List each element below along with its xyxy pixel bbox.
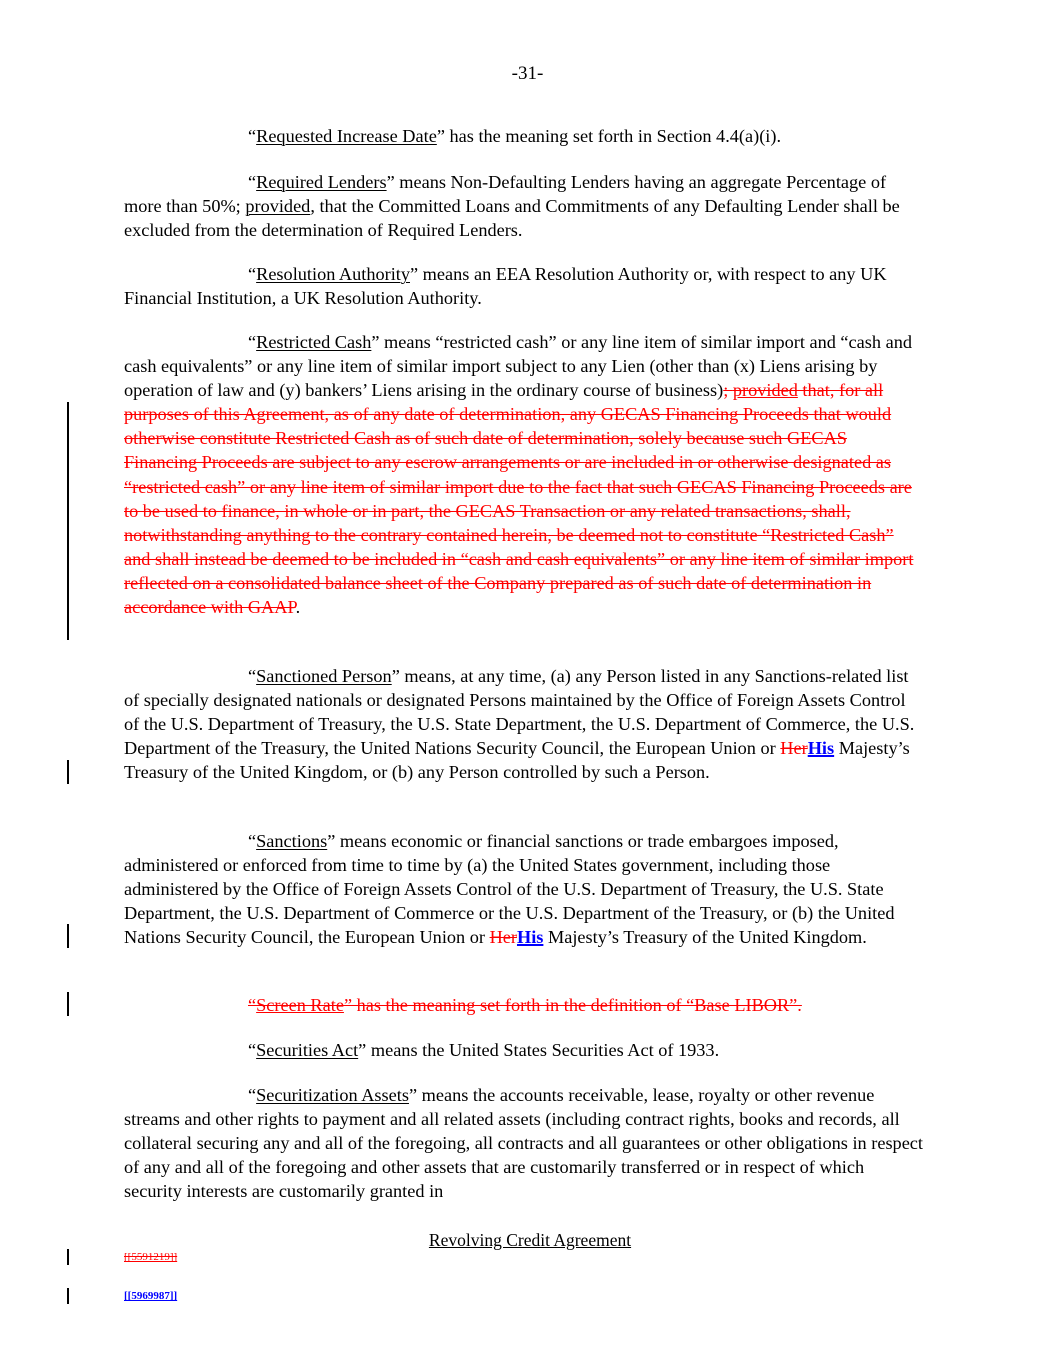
provided-term: provided: [245, 196, 311, 217]
footer-title: [0, 1230, 1055, 1251]
footer-title-text: Revolving Credit Agreement: [428, 1230, 632, 1250]
doc-id-inserted: [[5969987]]: [124, 1290, 178, 1302]
inserted-word: His: [516, 927, 544, 948]
defined-term: Restricted Cash: [256, 332, 372, 352]
open-quote: “: [248, 1085, 257, 1105]
open-quote: “: [248, 666, 257, 686]
defined-term: Securities Act: [256, 1040, 359, 1060]
change-bar: [67, 760, 69, 784]
defined-term: Securitization Assets: [256, 1085, 409, 1105]
definition-text: ” means an EEA Resolution Authority or, with respect to any UK Financial Institution, a UK Resolution Authority.: [124, 264, 887, 309]
change-bar: [67, 402, 69, 640]
definition-text: ” means the United States Securities Act of 1933.: [358, 1040, 720, 1060]
open-quote: “: [248, 995, 257, 1015]
open-quote: “: [248, 332, 257, 352]
deleted-word: Her: [489, 927, 517, 948]
change-bar: [67, 1288, 69, 1304]
definition-sanctioned-person: [124, 664, 924, 784]
open-quote: “: [248, 126, 257, 146]
open-quote: “: [248, 172, 257, 192]
deleted-prefix: ;: [723, 380, 733, 401]
open-quote: “: [248, 264, 257, 284]
change-bar: [67, 924, 69, 948]
definition-text: ” means Non-Defaulting Lenders having an aggregate Percentage of more than 50%;: [124, 172, 887, 217]
page-number: -31-: [511, 63, 544, 84]
definition-text: ” means “restricted cash” or any line item of similar import and “cash and cash equivalents” or any line item of similar import subject to any Lien (other than (x) Liens arising by operation of law and (y) bankers’ Liens arising in the ordinary course of business): [124, 332, 912, 401]
definition-text: Majesty’s Treasury of the United Kingdom.: [543, 927, 867, 948]
definition-text: Majesty’s Treasury of the United Kingdom, or (b) any Person controlled by such a Person.: [124, 738, 910, 783]
defined-term: Sanctioned Person: [256, 666, 392, 686]
change-bar: [67, 1249, 69, 1265]
defined-term: Required Lenders: [256, 172, 387, 192]
deleted-provided: provided: [732, 380, 798, 401]
definition-securities-act: [124, 1038, 924, 1062]
deleted-definition: [248, 995, 802, 1015]
definition-text: ” means economic or financial sanctions or trade embargoes imposed, administered or enforced from time to time by (a) the United States government, including those administered by the Office of Foreign Assets Control of the U.S. Department of Treasury, the U.S. State Department, the U.S. Department of Commerce or the U.S. Department of the Treasury, or (b) the United Nations Security Council, the European Union or: [124, 831, 895, 948]
definition-requested-increase-date: [124, 124, 924, 148]
definition-securitization-assets: [124, 1083, 924, 1203]
deleted-definition-text: ” has the meaning set forth in the definition of “Base LIBOR”.: [343, 995, 802, 1015]
definition-screen-rate-deleted: [124, 993, 924, 1017]
defined-term: Requested Increase Date: [256, 126, 437, 146]
defined-term: Resolution Authority: [256, 264, 410, 284]
definition-text: ” has the meaning set forth in Section 4.4(a)(i).: [436, 126, 782, 146]
definition-resolution-authority: [124, 262, 924, 310]
change-bar: [67, 992, 69, 1016]
period: .: [295, 597, 301, 618]
inserted-word: His: [807, 738, 835, 759]
doc-id-deleted: [[5591219]]: [124, 1251, 178, 1263]
deleted-text: [124, 380, 913, 617]
defined-term: Sanctions: [256, 831, 328, 851]
deleted-word: Her: [780, 738, 808, 759]
definition-text: , that the Committed Loans and Commitments of any Defaulting Lender shall be excluded from the determination of Required Lenders.: [124, 196, 900, 241]
definition-restricted-cash: [124, 330, 924, 619]
definition-text: ” means the accounts receivable, lease, royalty or other revenue streams and other rights to payment and all related assets (including contract rights, books and records, all collateral securing any and all of the foregoing, all contracts and all guarantees or other obligations in respect of any and all of the foregoing and other assets that are customarily transferred or in respect of which security interests are customarily granted in: [124, 1085, 924, 1202]
deleted-proviso: that, for all purposes of this Agreement, as of any date of determination, any GECAS Financing Proceeds that would otherwise constitute Restricted Cash as of such date of determination, solely because such GECAS Financing Proceeds are subject to any escrow arrangements or are included in or otherwise designated as “restricted cash” or any line item of similar import due to the fact that such GECAS Financing Proceeds are to be used to finance, in whole or in part, the GECAS Transaction or any related transactions, shall, notwithstanding anything to the contrary contained herein, be deemed not to constitute “Restricted Cash” and shall instead be deemed to be included in “cash and cash equivalents” or any line item of similar import reflected on a consolidated balance sheet of the Company prepared as of such date of determination in accordance with GAAP: [124, 380, 914, 618]
open-quote: “: [248, 831, 257, 851]
deleted-term: Screen Rate: [256, 995, 344, 1015]
open-quote: “: [248, 1040, 257, 1060]
definition-sanctions: [124, 829, 924, 949]
definition-required-lenders: [124, 170, 924, 242]
definition-text: ” means, at any time, (a) any Person listed in any Sanctions-related list of specially designated nationals or designated Persons maintained by the Office of Foreign Assets Control of the U.S. Department of Treasury, the U.S. State Department, the U.S. Department of Commerce, the U.S. Department of the Treasury, the United Nations Security Council, the European Union or: [124, 666, 915, 759]
